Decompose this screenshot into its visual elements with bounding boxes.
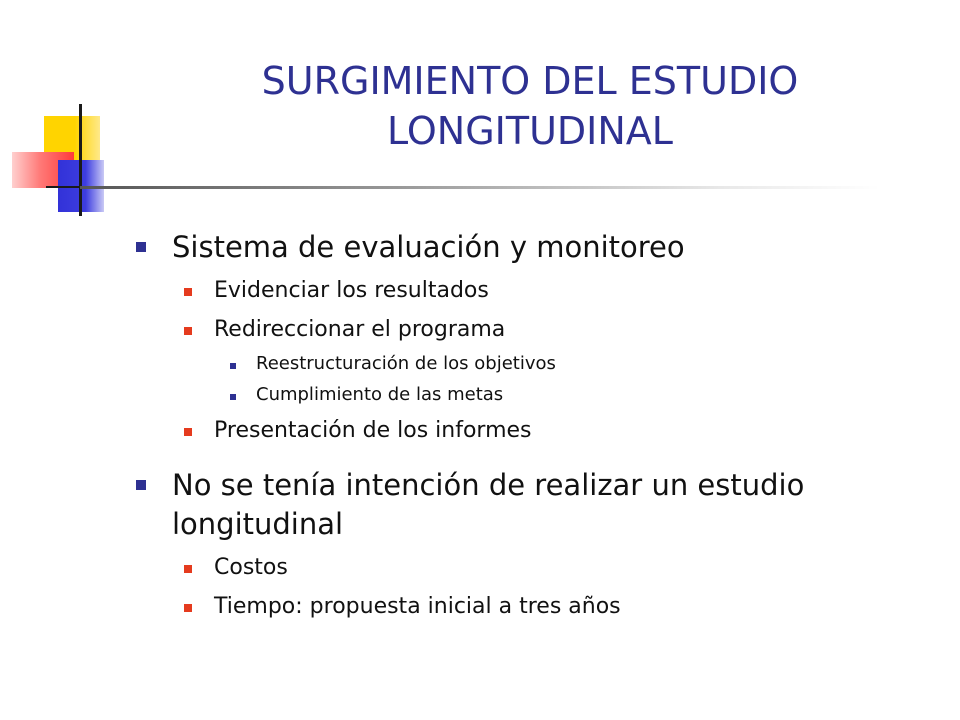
- title-line-2: LONGITUDINAL: [387, 109, 673, 153]
- bullet-text: Costos: [214, 555, 288, 580]
- bullet-level2: [136, 416, 896, 446]
- bullet-text: Reestructuración de los objetivos: [256, 353, 556, 374]
- square-bullet-icon: [230, 363, 236, 369]
- bullet-level2: [136, 592, 896, 622]
- bullet-text: No se tenía intención de realizar un estudio longitudinal: [172, 468, 805, 541]
- bullet-list: [136, 222, 896, 622]
- title-line-1: SURGIMIENTO DEL ESTUDIO: [261, 59, 799, 103]
- bullet-text: Cumplimiento de las metas: [256, 384, 504, 405]
- square-bullet-icon: [136, 242, 146, 252]
- slide-title: [150, 56, 910, 156]
- bullet-level2: [136, 315, 896, 345]
- bullet-text: Tiempo: propuesta inicial a tres años: [214, 594, 621, 619]
- bullet-level2: [136, 276, 896, 306]
- bullet-text: Redireccionar el programa: [214, 317, 506, 342]
- bullet-text: Presentación de los informes: [214, 418, 532, 443]
- bullet-text: Evidenciar los resultados: [214, 278, 489, 303]
- square-bullet-icon: [184, 604, 192, 612]
- bullet-level1: [136, 228, 896, 267]
- bullet-text: Sistema de evaluación y monitoreo: [172, 230, 685, 264]
- square-bullet-icon: [230, 394, 236, 400]
- bullet-level3: [136, 383, 896, 407]
- square-bullet-icon: [184, 288, 192, 296]
- square-bullet-icon: [136, 480, 146, 490]
- square-bullet-icon: [184, 565, 192, 573]
- square-bullet-icon: [184, 327, 192, 335]
- bullet-level2: [136, 553, 896, 583]
- bullet-level3: [136, 352, 896, 376]
- short-horizontal-rule: [46, 186, 82, 188]
- vertical-rule: [79, 104, 82, 216]
- title-underline: [80, 186, 880, 189]
- bullet-level1: [136, 466, 896, 544]
- square-bullet-icon: [184, 428, 192, 436]
